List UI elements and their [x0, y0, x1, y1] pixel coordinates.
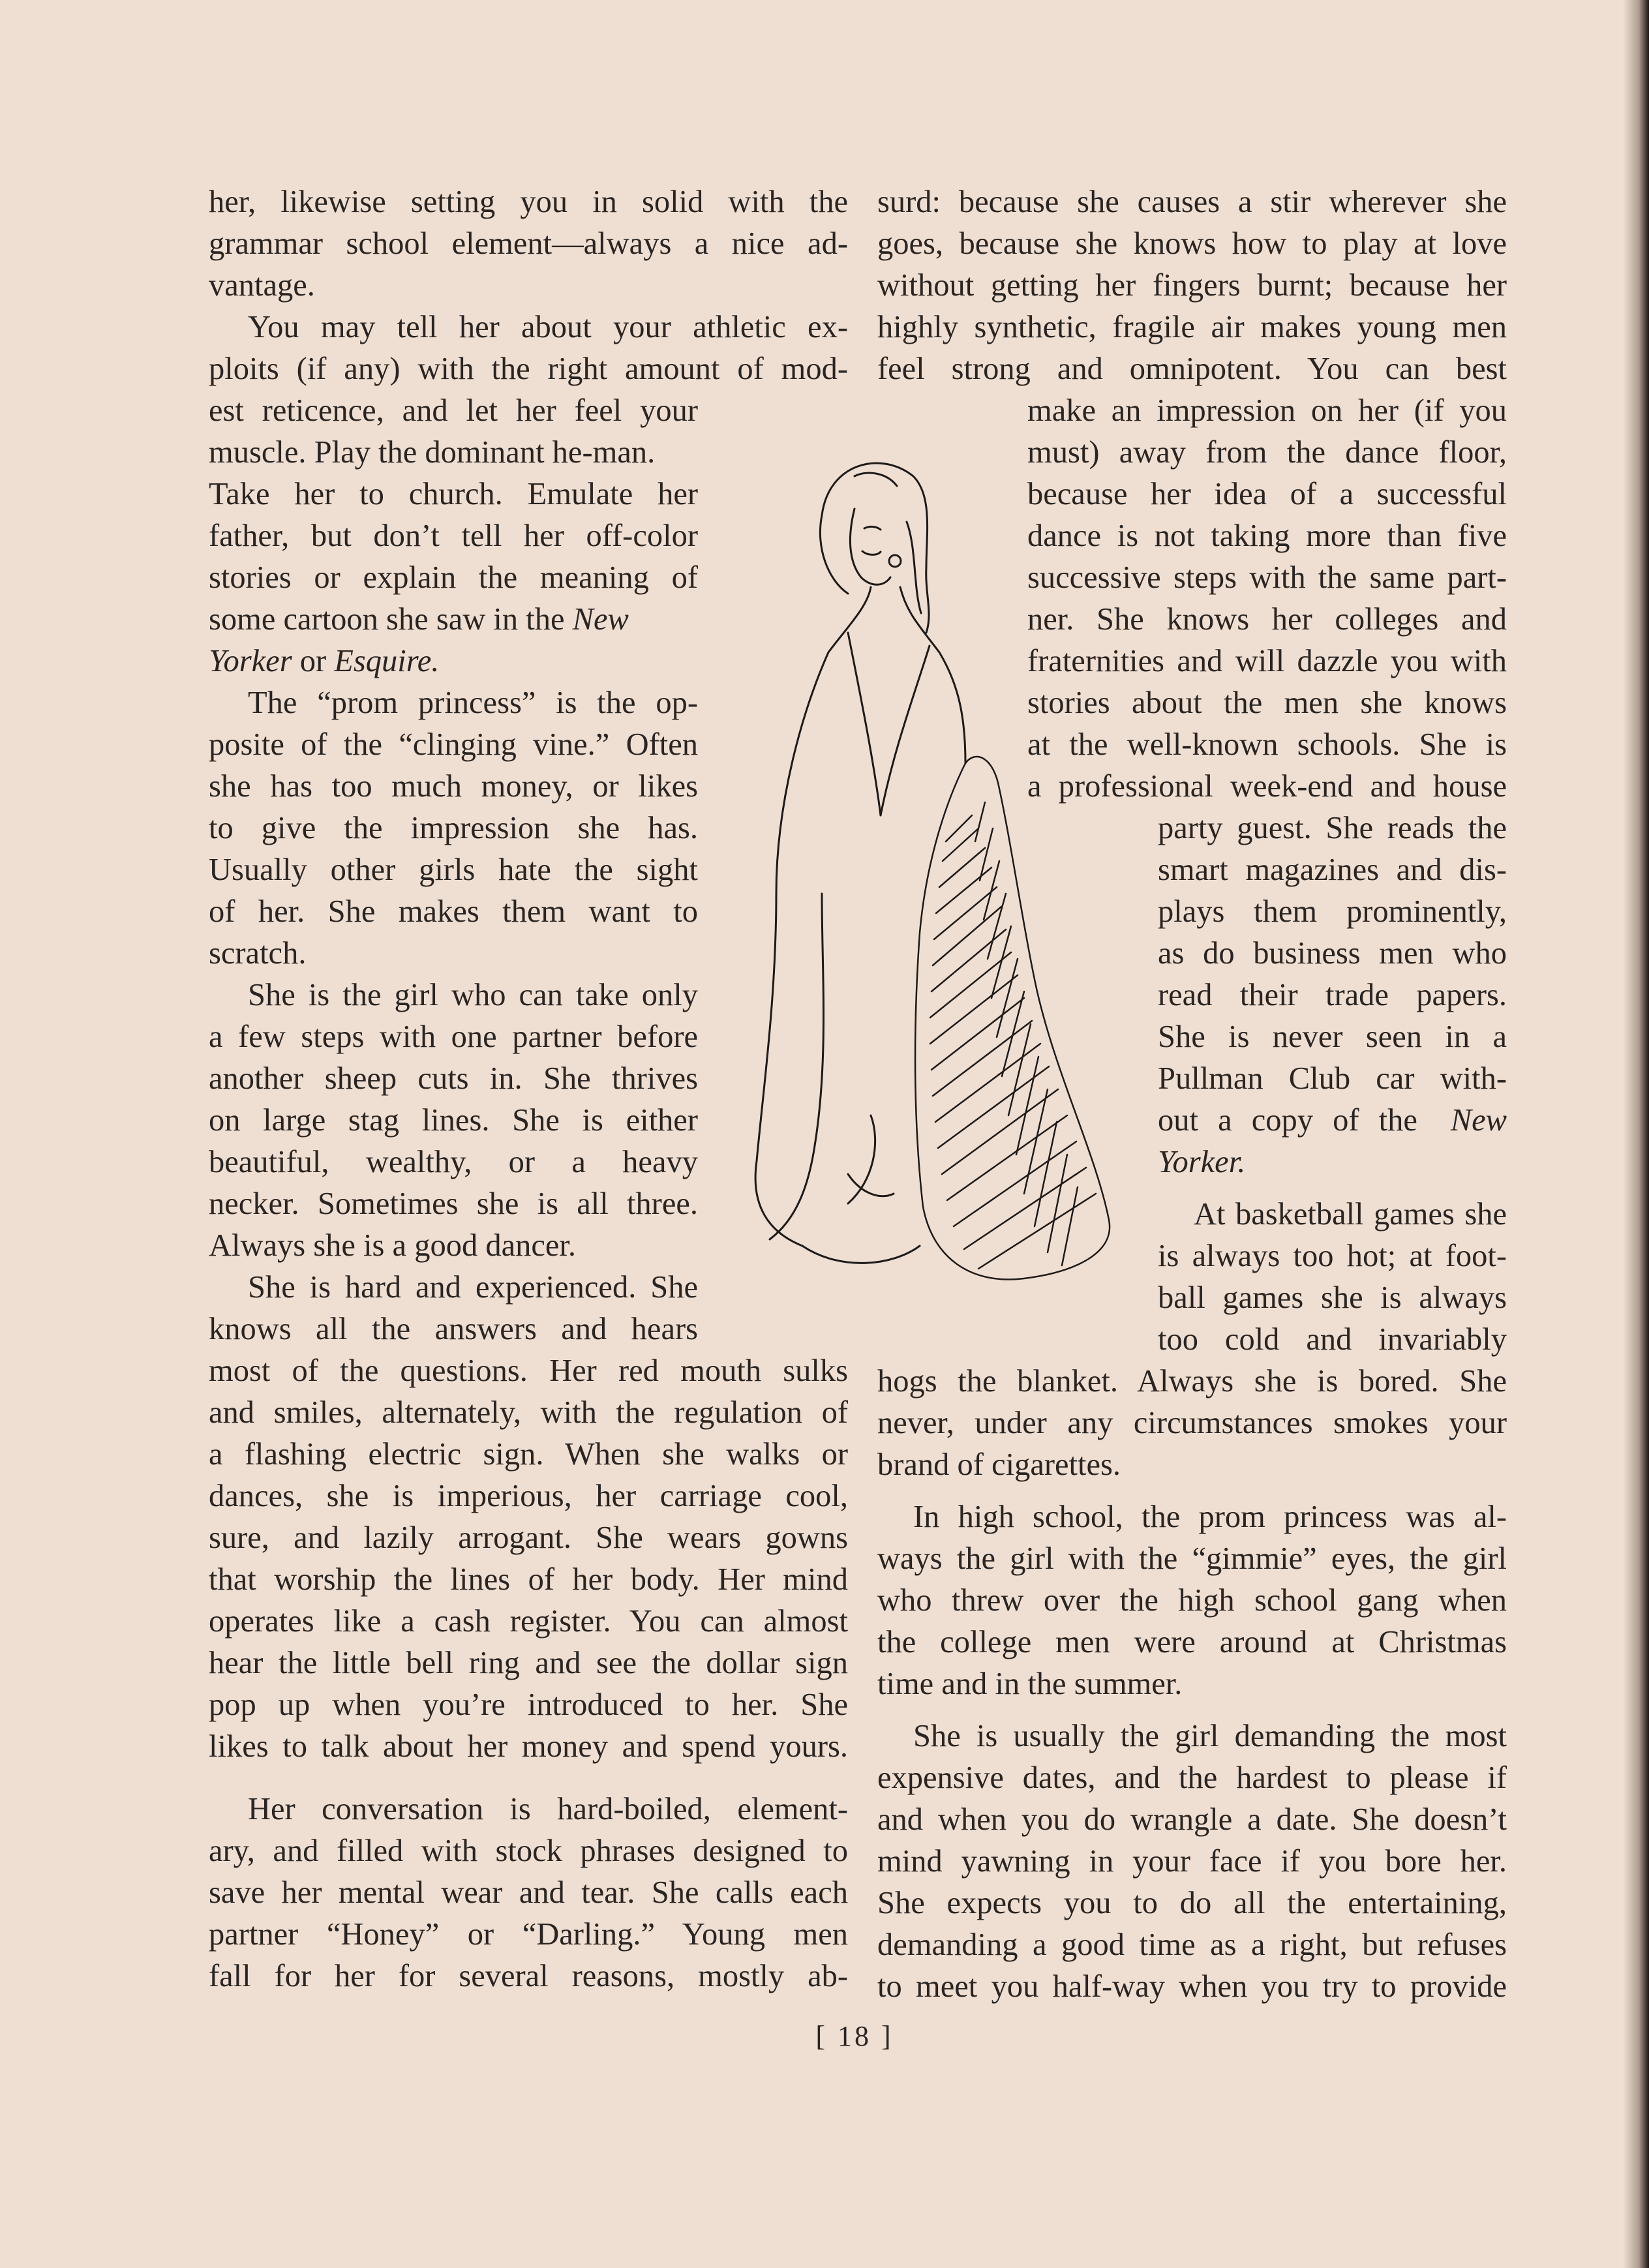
- text-line: plays them prominently,: [1158, 894, 1507, 929]
- text-line: mind yawning in your face if you bore her.: [877, 1844, 1507, 1879]
- magazine-title: New: [572, 602, 629, 637]
- text-line: ball games she is always: [1158, 1280, 1507, 1315]
- text-line: fall for her for several reasons, mostly ab-: [209, 1959, 848, 1993]
- text-line: save her mental wear and tear. She calls each: [209, 1875, 848, 1910]
- text-line: smart magazines and dis-: [1158, 853, 1507, 887]
- text-line: est reticence, and let her feel your: [209, 393, 698, 428]
- text-line: necker. Sometimes she is all three.: [209, 1187, 698, 1221]
- text-line: Always she is a good dancer.: [209, 1228, 577, 1263]
- text-line: is always too hot; at foot-: [1158, 1239, 1507, 1273]
- text-line: [209, 599, 629, 641]
- text-span: or: [299, 644, 327, 678]
- text-line: too cold and invariably: [1158, 1322, 1507, 1357]
- text-line: beautiful, wealthy, or a heavy: [209, 1145, 698, 1179]
- text-line: time and in the summer.: [877, 1667, 1183, 1701]
- text-line: on large stag lines. She is either: [209, 1103, 698, 1138]
- text-line: of her. She makes them want to: [209, 894, 698, 929]
- text-line: and when you do wrangle a date. She doesn’t: [877, 1802, 1507, 1837]
- text-line: her, likewise setting you in solid with the: [209, 185, 848, 219]
- hair-outline: [820, 463, 929, 633]
- text-line: [1158, 1100, 1507, 1142]
- text-line: at the well-known schools. She is: [1027, 727, 1507, 762]
- text-line: must) away from the dance floor,: [1027, 435, 1507, 470]
- text-line: most of the questions. Her red mouth sulks: [209, 1353, 848, 1388]
- text-line: because her idea of a successful: [1027, 477, 1507, 511]
- page-number: [ 18 ]: [815, 2020, 894, 2052]
- text-line: Pullman Club car with-: [1158, 1061, 1507, 1096]
- face-outline: [850, 509, 901, 584]
- text-line: Usually other girls hate the sight: [209, 853, 698, 887]
- text-line: father, but don’t tell her off-color: [209, 519, 698, 553]
- text-line: Her conversation is hard-boiled, element-: [248, 1792, 848, 1826]
- text-line: ways the girl with the “gimmie” eyes, the girl: [877, 1541, 1507, 1576]
- text-line: goes, because she knows how to play at love: [877, 226, 1507, 261]
- page-edge-shadow: [1623, 0, 1649, 2268]
- text-line: ary, and filled with stock phrases designed to: [209, 1834, 848, 1868]
- text-line: scratch.: [209, 936, 307, 971]
- magazine-title: Yorker: [209, 644, 292, 678]
- fur-stole: [915, 757, 1110, 1280]
- text-line: dance is not taking more than five: [1027, 519, 1507, 553]
- text-line: The “prom princess” is the op-: [248, 686, 698, 720]
- text-line: At basketball games she: [1194, 1197, 1507, 1232]
- text-line: muscle. Play the dominant he-man.: [209, 435, 656, 470]
- text-line: party guest. She reads the: [1158, 811, 1507, 845]
- text-line: make an impression on her (if you: [1027, 393, 1507, 428]
- magazine-title: Yorker.: [1158, 1145, 1246, 1179]
- woman-in-gown-illustration: [750, 437, 1155, 1318]
- text-line: She is hard and experienced. She: [248, 1270, 698, 1305]
- text-line: the college men were around at Christmas: [877, 1625, 1507, 1659]
- text-line: feel strong and omnipotent. You can best: [877, 352, 1507, 386]
- text-line: ner. She knows her colleges and: [1027, 602, 1507, 637]
- text-line: operates like a cash register. You can almost: [209, 1604, 848, 1639]
- text-span: out a copy of the: [1158, 1103, 1417, 1138]
- text-span: some cartoon she saw in the: [209, 602, 565, 637]
- text-line: ploits (if any) with the right amount of mod-: [209, 352, 848, 386]
- gown-outline: [755, 587, 965, 1263]
- magazine-title: New: [1450, 1103, 1507, 1138]
- text-line: sure, and lazily arrogant. She wears gowns: [209, 1520, 848, 1555]
- text-line: a flashing electric sign. When she walks or: [209, 1437, 848, 1472]
- text-line: never, under any circumstances smokes your: [877, 1406, 1507, 1440]
- text-line: grammar school element—always a nice ad-: [209, 226, 848, 261]
- text-line: She is never seen in a: [1158, 1020, 1507, 1054]
- text-line: She is the girl who can take only: [248, 978, 698, 1012]
- text-line: expensive dates, and the hardest to please if: [877, 1761, 1507, 1795]
- text-line: another sheep cuts in. She thrives: [209, 1061, 698, 1096]
- text-line: to meet you half-way when you try to provide: [877, 1969, 1507, 2004]
- text-line: partner “Honey” or “Darling.” Young men: [209, 1917, 848, 1952]
- text-line: and smiles, alternately, with the regulation of: [209, 1395, 848, 1430]
- text-line: a professional week-end and house: [1027, 769, 1507, 804]
- text-line: hear the little bell ring and see the dollar sign: [209, 1646, 848, 1680]
- text-line: likes to talk about her money and spend yours.: [209, 1729, 848, 1764]
- text-line: demanding a good time as a right, but refuses: [877, 1928, 1507, 1962]
- text-line: knows all the answers and hears: [209, 1312, 698, 1346]
- text-line: pop up when you’re introduced to her. She: [209, 1687, 848, 1722]
- text-line: she has too much money, or likes: [209, 769, 698, 804]
- text-line: brand of cigarettes.: [877, 1447, 1121, 1482]
- text-line: hogs the blanket. Always she is bored. She: [877, 1364, 1507, 1399]
- text-line: posite of the “clinging vine.” Often: [209, 727, 698, 762]
- text-line: stories or explain the meaning of: [209, 560, 698, 595]
- text-line: She expects you to do all the entertaining,: [877, 1886, 1507, 1920]
- magazine-title: Esquire.: [334, 644, 440, 678]
- text-line: without getting her fingers burnt; because her: [877, 268, 1507, 303]
- text-line: dances, she is imperious, her carriage cool,: [209, 1479, 848, 1513]
- text-line: [209, 641, 439, 682]
- text-line: to give the impression she has.: [209, 811, 698, 845]
- text-line: She is usually the girl demanding the most: [913, 1719, 1507, 1753]
- text-line: read their trade papers.: [1158, 978, 1507, 1012]
- text-line: You may tell her about your athletic ex-: [248, 310, 848, 344]
- text-line: highly synthetic, fragile air makes young men: [877, 310, 1507, 344]
- text-line: as do business men who: [1158, 936, 1507, 971]
- text-line: a few steps with one partner before: [209, 1020, 698, 1054]
- text-line: stories about the men she knows: [1027, 686, 1507, 720]
- text-line: vantage.: [209, 268, 315, 303]
- text-line: fraternities and will dazzle you with: [1027, 644, 1507, 678]
- text-line: In high school, the prom princess was al-: [913, 1500, 1507, 1534]
- text-line: successive steps with the same part-: [1027, 560, 1507, 595]
- text-line: that worship the lines of her body. Her mind: [209, 1562, 848, 1597]
- text-line: [1158, 1142, 1245, 1183]
- text-line: surd: because she causes a stir wherever she: [877, 185, 1507, 219]
- text-line: Take her to church. Emulate her: [209, 477, 698, 511]
- text-line: who threw over the high school gang when: [877, 1583, 1507, 1618]
